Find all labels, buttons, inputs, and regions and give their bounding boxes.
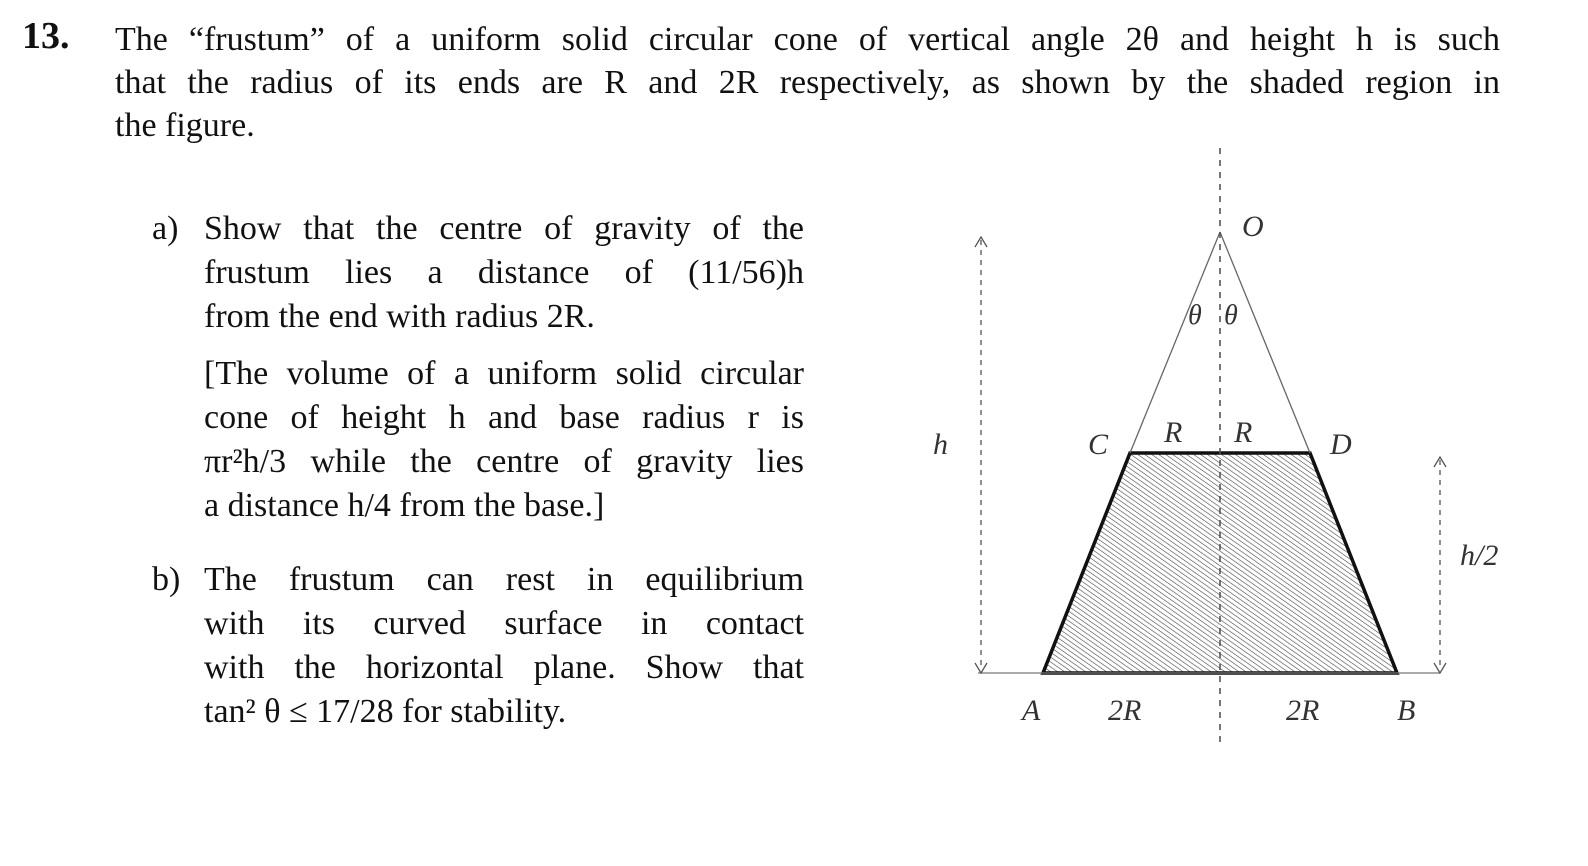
part-b-line: The frustum can rest in equilibrium: [204, 561, 804, 598]
label-D: D: [1330, 428, 1352, 461]
hint-line: cone of height h and base radius r is: [204, 399, 804, 436]
part-b-label: b): [152, 561, 181, 598]
part-a-line: frustum lies a distance of (11/56)h: [204, 254, 804, 291]
hint-line: a distance h/4 from the base.]: [204, 487, 605, 524]
label-C: C: [1088, 428, 1109, 461]
label-h-half: h/2: [1460, 539, 1499, 572]
stem-line: the figure.: [115, 107, 255, 144]
label-B: B: [1397, 694, 1416, 727]
hint-line: πr²h/3 while the centre of gravity lies: [204, 443, 804, 480]
label-2R-right: 2R: [1286, 694, 1320, 727]
part-a-label: a): [152, 210, 179, 247]
stem-line: The “frustum” of a uniform solid circular cone of vertical angle 2θ and height h is such: [115, 21, 1500, 58]
question-number: 13.: [22, 15, 70, 57]
part-b-line: with its curved surface in contact: [204, 605, 804, 642]
part-b-line: tan² θ ≤ 17/28 for stability.: [204, 693, 567, 730]
hint-line: [The volume of a uniform solid circular: [204, 355, 804, 392]
label-theta-right: θ: [1224, 300, 1238, 331]
stem-line: that the radius of its ends are R and 2R respectively, as shown by the shaded region in: [115, 64, 1500, 101]
label-A: A: [1022, 694, 1041, 727]
part-a-line: from the end with radius 2R.: [204, 298, 595, 335]
label-2R-left: 2R: [1108, 694, 1142, 727]
part-a-line: Show that the centre of gravity of the: [204, 210, 804, 247]
label-theta-left: θ: [1188, 300, 1202, 331]
label-O: O: [1242, 210, 1264, 243]
label-h: h: [933, 428, 948, 461]
label-R-left: R: [1164, 416, 1183, 449]
label-R-right: R: [1234, 416, 1253, 449]
part-b-line: with the horizontal plane. Show that: [204, 649, 804, 686]
